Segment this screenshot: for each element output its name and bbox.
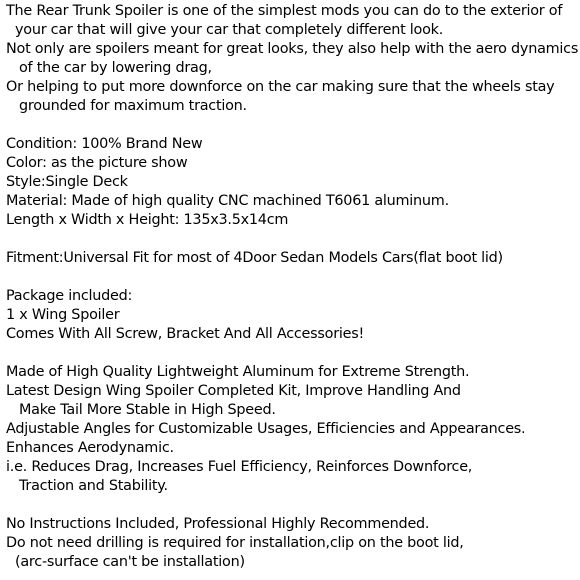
intro-line: The Rear Trunk Spoiler is one of the simplest mods you can do to the exterior of <box>6 3 563 19</box>
package-item: 1 x Wing Spoiler <box>6 307 120 323</box>
spacer <box>6 230 578 249</box>
note-line: No Instructions Included, Professional Highly Recommended. <box>6 516 430 532</box>
spec-color: Color: as the picture show <box>6 155 188 171</box>
intro-line: of the car by lowering drag, <box>19 60 212 76</box>
product-description <box>6 2 578 572</box>
spacer <box>6 496 578 515</box>
note-line: (arc-surface can't be installation) <box>15 554 245 570</box>
intro-line: Not only are spoilers meant for great looks, they also help with the aero dynamics <box>6 41 579 57</box>
spec-condition: Condition: 100% Brand New <box>6 136 203 152</box>
feature-line: Traction and Stability. <box>19 478 168 494</box>
feature-line: Enhances Aerodynamic. <box>6 440 174 456</box>
note-line: Do not need drilling is required for installation,clip on the boot lid, <box>6 535 464 551</box>
package-heading: Package included: <box>6 288 133 304</box>
spec-size: Length x Width x Height: 135x3.5x14cm <box>6 212 289 228</box>
spacer <box>6 268 578 287</box>
intro-line: Or helping to put more downforce on the car making sure that the wheels stay <box>6 79 555 95</box>
spacer <box>6 116 578 135</box>
feature-line: Made of High Quality Lightweight Aluminum for Extreme Strength. <box>6 364 470 380</box>
spec-material: Material: Made of high quality CNC machined T6061 aluminum. <box>6 193 449 209</box>
spec-style: Style:Single Deck <box>6 174 128 190</box>
fitment: Fitment:Universal Fit for most of 4Door Sedan Models Cars(flat boot lid) <box>6 250 503 266</box>
spacer <box>6 344 578 363</box>
feature-line: i.e. Reduces Drag, Increases Fuel Efficiency, Reinforces Downforce, <box>6 459 473 475</box>
intro-line: your car that will give your car that completely different look. <box>15 22 444 38</box>
feature-line: Adjustable Angles for Customizable Usages, Efficiencies and Appearances. <box>6 421 526 437</box>
package-item: Comes With All Screw, Bracket And All Accessories! <box>6 326 364 342</box>
feature-line: Latest Design Wing Spoiler Completed Kit, Improve Handling And <box>6 383 461 399</box>
feature-line: Make Tail More Stable in High Speed. <box>19 402 276 418</box>
intro-line: grounded for maximum traction. <box>19 98 247 114</box>
